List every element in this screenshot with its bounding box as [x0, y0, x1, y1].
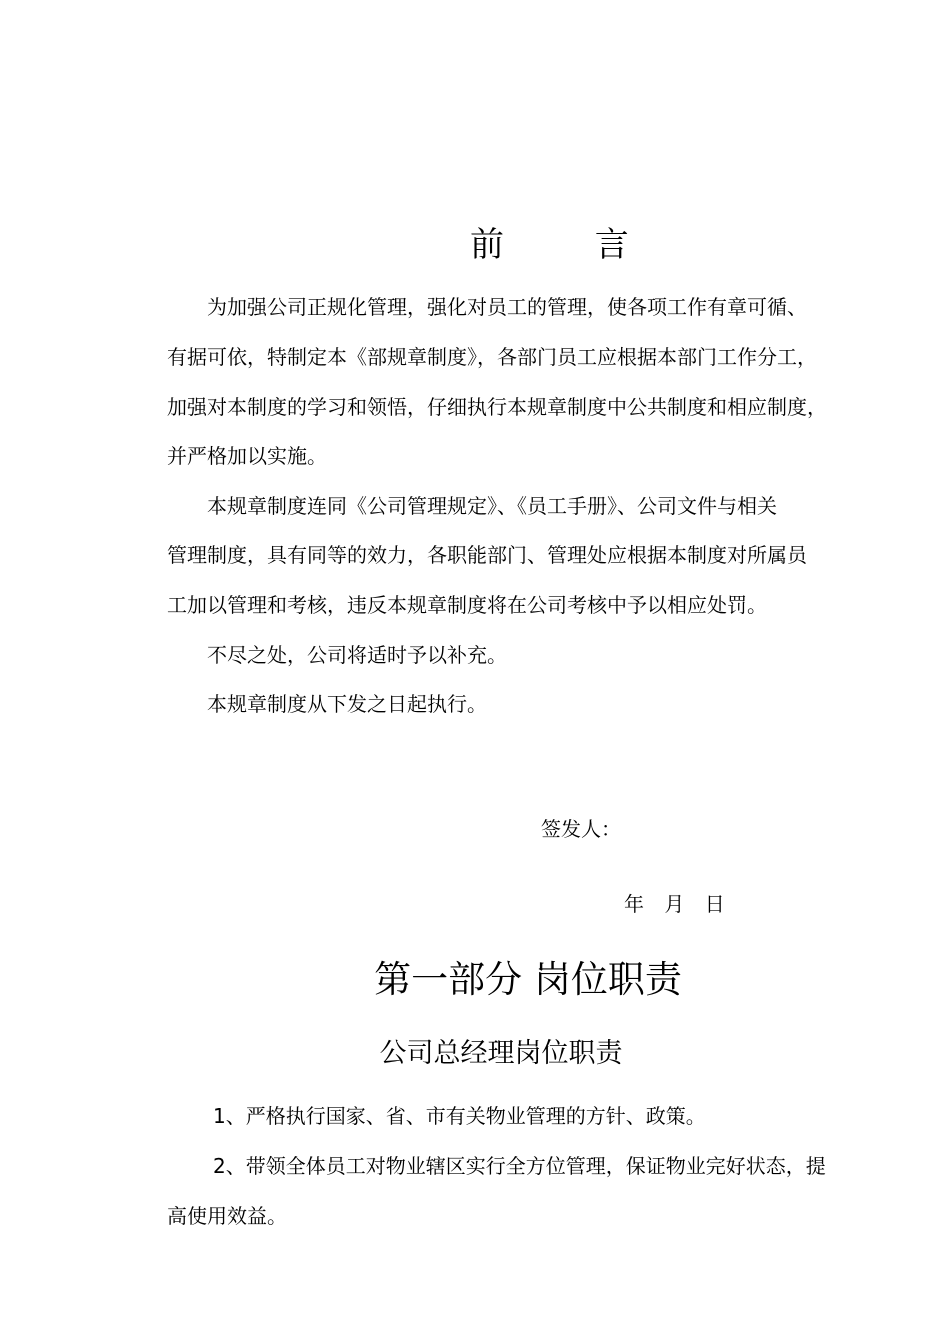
preface-paragraph-1-line-1: 为加强公司正规化管理，强化对员工的管理，使各项工作有章可循、: [207, 295, 807, 319]
preface-paragraph-2-line-1: 本规章制度连同《公司管理规定》、《员工手册》、公司文件与相关: [207, 494, 777, 518]
preface-paragraph-2-line-3: 工加以管理和考核，违反本规章制度将在公司考核中予以相应处罚。: [167, 593, 767, 617]
duty-item-2-line-2: 高使用效益。: [167, 1204, 287, 1228]
part-one-title: 第一部分 岗位职责: [374, 958, 682, 1001]
preface-paragraph-2-line-2: 管理制度，具有同等的效力，各职能部门、管理处应根据本制度对所属员: [167, 543, 807, 567]
duty-item-2-line-1: 2、带领全体员工对物业辖区实行全方位管理，保证物业完好状态，提: [213, 1154, 826, 1178]
preface-title: 前 言: [470, 225, 669, 265]
duty-item-1: 1、严格执行国家、省、市有关物业管理的方针、政策。: [213, 1104, 706, 1128]
signer-label: 签发人：: [541, 817, 621, 841]
section-title: 公司总经理岗位职责: [379, 1038, 623, 1069]
preface-paragraph-3: 不尽之处，公司将适时予以补充。: [207, 643, 507, 667]
preface-paragraph-4: 本规章制度从下发之日起执行。: [207, 692, 487, 716]
date-label: 年 月 日: [624, 892, 725, 916]
preface-paragraph-1-line-3: 加强对本制度的学习和领悟，仔细执行本规章制度中公共制度和相应制度，: [167, 395, 827, 419]
preface-paragraph-1-line-2: 有据可依，特制定本《部规章制度》，各部门员工应根据本部门工作分工，: [167, 345, 817, 369]
preface-paragraph-1-line-4: 并严格加以实施。: [167, 444, 327, 468]
